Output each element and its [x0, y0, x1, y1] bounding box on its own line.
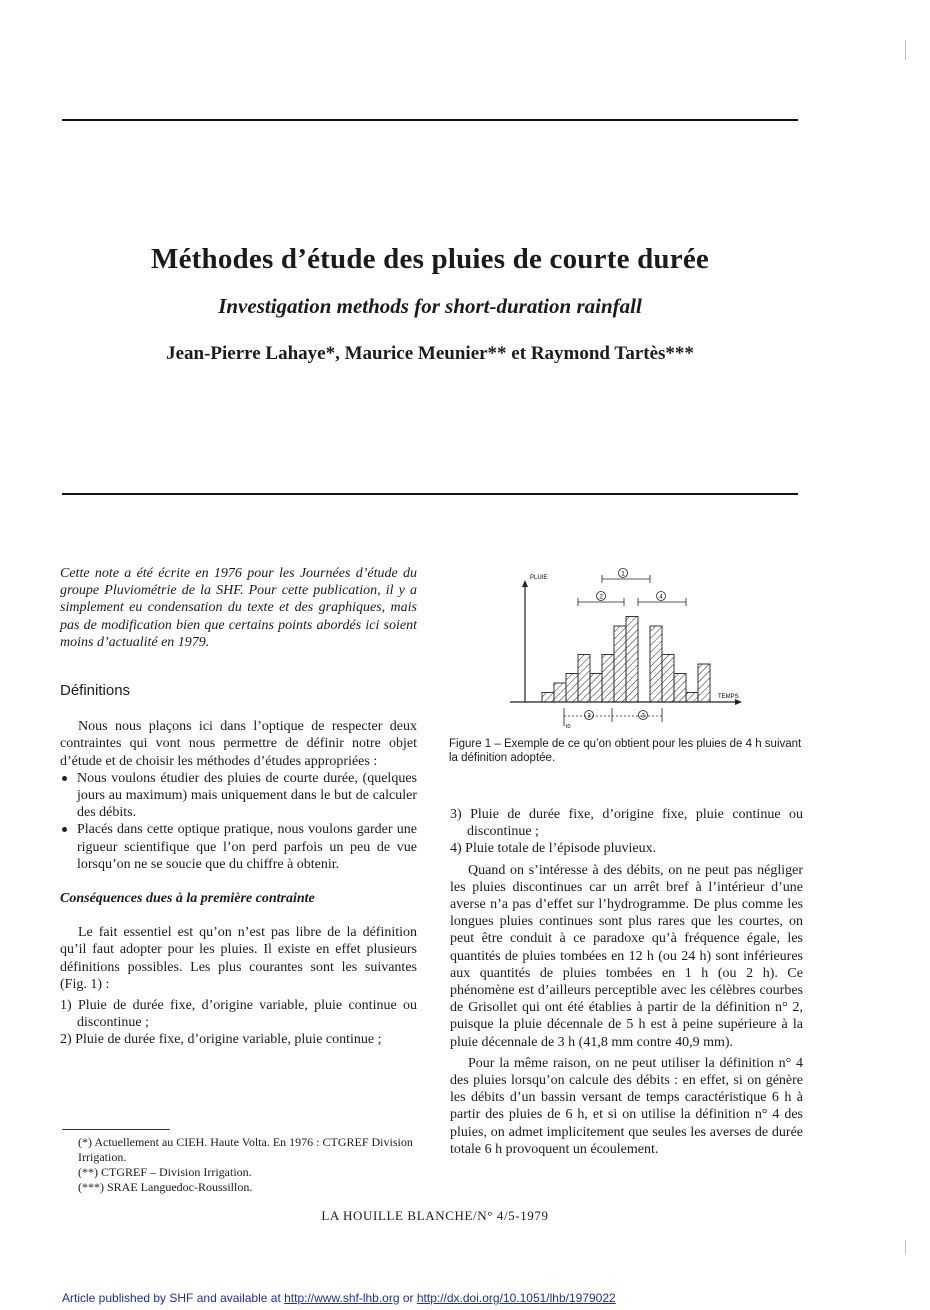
banner-middle: or: [399, 1291, 417, 1305]
rainfall-bar: [566, 674, 578, 703]
body-paragraph: Pour la même raison, on ne peut utiliser la définition n° 4 des pluies lorsqu’on calcule des débits : en effet, si on génère les débits d’un bassin versant de temps caractéristique 6 h à partir des pluies de 6 h, et si on utilise la définition n° 4 des pluies, on admet implicitement que seules les averses de durée totale 6 h provoquent un écoulement.: [450, 1055, 803, 1157]
rainfall-bar: [698, 664, 710, 702]
rainfall-bar: [662, 655, 674, 703]
banner-prefix: Article published by SHF and available at: [62, 1291, 285, 1305]
header-bottom-rule: [62, 493, 798, 495]
scan-mark: [905, 40, 906, 60]
footnote-separator: [62, 1129, 170, 1130]
bracket-1: [602, 569, 650, 584]
definitions-list-continued: [450, 806, 803, 858]
list-item: 1) Pluie de durée fixe, d’origine variable, pluie continue ou discontinue ;: [60, 998, 417, 1031]
rainfall-bar: [542, 693, 554, 703]
list-item: 4) Pluie totale de l’épisode pluvieux.: [450, 841, 657, 857]
article-authors: Jean-Pierre Lahaye*, Maurice Meunier** et Raymond Tartès***: [166, 343, 694, 364]
rainfall-bar: [578, 655, 590, 703]
body-paragraph: Quand on s’intéresse à des débits, on ne peut pas négliger les pluies discontinues car un arrêt bref à l’intérieur d’une averse n’a pas d’effet sur l’hydrogramme. De plus comme les longues pluies continues sont plus rares que les courtes, on peut être conduit à ce paradoxe qu’à fréquence égale, les quantités de pluies tombées en 12 h (ou 24 h) sont inférieures aux quantités de pluies tombées en 1 h (ou 2 h). Ce phénomène est d’ailleurs perceptible avec les célèbres courbes de Grisollet qui ont été établies à partir de la définition n° 2, puisque la pluie décennale de 5 h est à peine supérieure à la pluie décennale de 3 h (41,8 mm contre 40,9 mm).: [450, 862, 803, 1050]
scan-mark: [905, 1240, 906, 1254]
list-item: 2) Pluie de durée fixe, d’origine variable, pluie continue ;: [60, 1032, 382, 1048]
marker-3a-label: 3: [587, 712, 591, 720]
rainfall-bars: [542, 617, 710, 703]
definitions-heading: Définitions: [60, 682, 131, 700]
list-item: Placés dans cette optique pratique, nous voulons garder une rigueur scientifique que l’on perd parfois un peu de vue lorsqu’on ne se soucie que du chiffre à obtenir.: [60, 821, 417, 873]
rainfall-figure: [500, 562, 750, 732]
rainfall-bar: [650, 626, 662, 702]
rainfall-bar: [686, 693, 698, 703]
footnote: (**) CTGREF – Division Irrigation.: [78, 1165, 252, 1179]
y-axis-label: PLUIE: [530, 575, 548, 581]
publication-banner: [62, 1291, 616, 1305]
origin-label: t0: [566, 724, 571, 730]
constraints-list: [60, 770, 417, 873]
shf-link[interactable]: http://www.shf-lhb.org: [284, 1291, 400, 1305]
figure-caption: Figure 1 – Exemple de ce qu’on obtient pour les pluies de 4 h suivant la définition adoptée.: [449, 738, 802, 764]
list-item: 3) Pluie de durée fixe, d’origine fixe, pluie continue ou discontinue ;: [450, 807, 803, 840]
marker-2-label: 2: [599, 593, 603, 601]
rainfall-bar: [626, 617, 638, 703]
marker-3b-label: 3: [641, 712, 645, 720]
marker-4-label: 4: [659, 593, 663, 601]
definitions-list: [60, 997, 417, 1049]
rainfall-bar: [590, 674, 602, 703]
right-column: [450, 806, 803, 1158]
rainfall-bar: [614, 626, 626, 702]
intro-note: Cette note a été écrite en 1976 pour les Journées d’étude du groupe Pluviométrie de la SHF. Pour cette publication, il y a simplement eu condensation du texte et des graphiques, mais pas de modification bien que certains points abordés ici soient moins d’actualité en 1979.: [60, 566, 417, 650]
marker-1-label: 1: [621, 570, 625, 578]
consequences-paragraph: Le fait essentiel est qu’on n’est pas libre de la définition qu’il faut adopter pour les pluies. Il existe en effet plusieurs définitions possibles. Les plus courantes sont les suivantes (Fig. 1) :: [60, 925, 417, 992]
definitions-paragraph: Nous nous plaçons ici dans l’optique de respecter deux contraintes qui vont nous permettre de définir notre objet d’étude et de choisir les méthodes d’études appropriées :: [60, 719, 417, 769]
top-rule: [62, 119, 798, 121]
list-item: Nous voulons étudier des pluies de courte durée, (quelques jours au maximum) mais uniquement dans le but de calculer des débits.: [60, 770, 417, 822]
bracket-3: [564, 708, 662, 726]
left-column: [60, 565, 417, 1049]
article-subtitle: Investigation methods for short-duration rainfall: [218, 294, 642, 318]
article-title: Méthodes d’étude des pluies de courte durée: [151, 243, 709, 275]
rainfall-bar: [674, 674, 686, 703]
footnotes: [60, 1135, 420, 1195]
footnote: (*) Actuellement au CIEH. Haute Volta. En 1976 : CTGREF Division Irrigation.: [78, 1135, 413, 1164]
rainfall-bar: [602, 655, 614, 703]
footnote: (***) SRAE Languedoc-Roussillon.: [78, 1180, 253, 1194]
doi-link[interactable]: http://dx.doi.org/10.1051/lhb/1979022: [416, 1291, 616, 1305]
journal-reference: LA HOUILLE BLANCHE/N° 4/5-1979: [321, 1208, 549, 1223]
rainfall-bar: [554, 683, 566, 702]
x-axis-label: TEMPS: [718, 694, 739, 700]
y-axis-arrow-icon: [522, 580, 528, 587]
consequences-heading: Conséquences dues à la première contrainte: [60, 891, 315, 907]
